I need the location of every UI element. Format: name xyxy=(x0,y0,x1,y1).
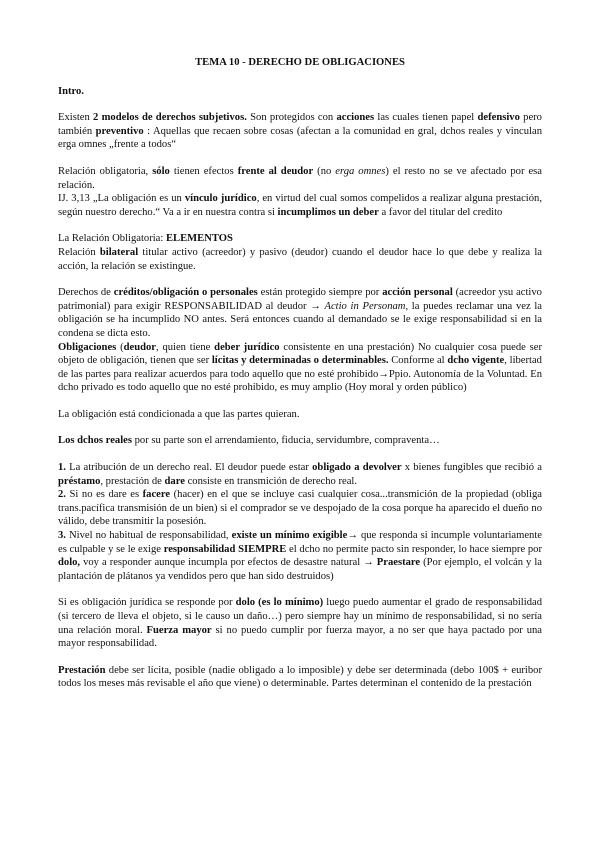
text-run: → que responda si incumple voluntariamente es culpable y se le exige xyxy=(58,530,542,555)
intro-section xyxy=(58,85,542,99)
paragraph-text xyxy=(58,408,542,422)
paragraph-text xyxy=(58,246,542,273)
bold-run: 2. xyxy=(58,489,66,501)
bold-run: dolo, xyxy=(58,557,81,569)
text-run: La atribución de un derecho real. El deudor puede estar xyxy=(65,462,313,474)
bold-run: acción personal xyxy=(382,287,453,299)
text-run: Existen xyxy=(58,112,94,124)
bold-run: préstamo xyxy=(58,475,101,487)
paragraph-prestacion xyxy=(58,664,542,691)
bold-run: bilateral xyxy=(99,246,139,258)
list-item-2 xyxy=(58,488,542,529)
paragraph-creditos xyxy=(58,286,542,395)
text-run: : Aquellas que recaen sobre cosas (afectan a la comunidad en gral, dchos reales y vinculan erga omnes „frente a todos“ xyxy=(58,125,542,151)
bold-run: Praestare xyxy=(376,557,421,569)
text-run: ) el resto no se ve afectado por esa relación. xyxy=(58,165,543,191)
document-title: TEMA 10 - DERECHO DE OBLIGACIONES xyxy=(195,57,405,68)
text-run: consiste en transmición de derecho real. xyxy=(184,475,358,487)
text-run: , en virtud del cual somos compelidos a realizar alguna prestación, según nuestro derecho.“ Va a ir en nuestra contra si xyxy=(58,193,542,218)
text-run: Si es obligación jurídica se responde por xyxy=(58,597,236,609)
text-run: Nivel no habitual de responsabilidad, xyxy=(65,530,232,542)
text-run: ( xyxy=(116,341,124,353)
bold-run: deudor xyxy=(123,341,156,353)
paragraph-modelos xyxy=(58,111,542,152)
paragraph-text xyxy=(58,165,542,192)
paragraph-text xyxy=(58,286,542,340)
text-run: a favor del titular del credito xyxy=(378,206,503,218)
bold-run: deber jurídico xyxy=(214,341,280,353)
bold-run: créditos/obligación o personales xyxy=(113,287,258,299)
text-run: tienen efectos xyxy=(169,165,238,177)
bold-run: Prestación xyxy=(58,664,106,676)
text-run: si no puedo cumplir por fuerza mayor, a no ser que haya pactado por una mayor responsabilidad. xyxy=(58,624,542,650)
paragraph-text xyxy=(58,596,542,650)
text-run: Derechos de xyxy=(58,287,114,299)
text-run: , libertad de las partes para realizar acuerdos para todo aquello que no esté prohibido→Ppio. Autonomía de la Voluntad. En dcho privado es todo aquello que no esté prohibido, es muy amplio (Hoy moral y orden público) xyxy=(58,355,542,394)
paragraph-dchos-reales xyxy=(58,434,542,448)
text-run: , quien tiene xyxy=(156,341,215,353)
paragraph-text xyxy=(58,434,542,448)
intro-heading: Intro. xyxy=(58,85,84,97)
text-run: Son protegidos con xyxy=(246,112,337,124)
text-run: Relación obligatoria, xyxy=(58,165,153,177)
text-run: Relación xyxy=(58,246,100,258)
text-run: IJ. 3,13 „La obligación es un xyxy=(58,193,185,205)
bold-run: Obligaciones xyxy=(58,341,117,353)
text-run: el dcho no permite pacto sin responder, lo hace siempre por xyxy=(286,543,542,555)
text-run: están protegido siempre por xyxy=(257,287,383,299)
text-run: (hacer) en el que se incluye casi cualquier cosa...transmición de la propiedad (obliga trans.pacífica transmisión de un bien) si el comprador se ve despojado de la cosa porque ha aparecido el dueño no válido, debe transmitir la posesión. xyxy=(58,489,542,528)
bold-run: 3. xyxy=(58,530,66,542)
text-run: La obligación está condicionada a que las partes quieran. xyxy=(58,408,300,420)
bold-run: sólo xyxy=(152,165,170,177)
bold-run: 1. xyxy=(58,462,66,474)
paragraph-text-obligaciones xyxy=(58,341,542,395)
bold-run: Fuerza mayor xyxy=(146,624,212,636)
text-run: luego puedo aumentar el grado de responsabilidad (si tercero de lleva el objeto, si le causo un daño…) pero siempre hay un mínimo de responsabilidad, si no sería una relación moral. xyxy=(58,597,542,636)
text-run: , la puedes reclamar una vez la obligación se ha incumplido NO antes. Será entonces cuando al demandado se le exige responsabilidad si en la condena se dicta esto. xyxy=(58,300,542,339)
bold-run: acciones xyxy=(336,112,375,124)
bold-run: facere xyxy=(142,489,171,501)
paragraph-text xyxy=(58,664,542,691)
text-run: La Relación Obligatoria: xyxy=(58,233,166,245)
document-page xyxy=(58,56,542,704)
bold-run: frente al deudor xyxy=(237,165,314,177)
paragraph-condicionada xyxy=(58,408,542,422)
text-run: voy a responder aunque incumpla por efectos de desastre natural → xyxy=(80,557,377,569)
italic-run: erga omnes xyxy=(335,165,386,177)
text-run: (acreedor ysu activo patrimonial) para exigir RESPONSABILIDAD al deudor → xyxy=(58,287,542,312)
text-run: debe ser lícita, posible (nadie obligado a lo imposible) y debe ser determinada (debo 100$ + euribor todos los meses más revisable el año que viene) o determinable. Partes determinan el contenido de la prestación xyxy=(58,664,542,690)
bold-run: ELEMENTOS xyxy=(165,233,233,245)
paragraph-dolo xyxy=(58,596,542,650)
text-run: (no xyxy=(313,165,336,177)
bold-run: preventivo xyxy=(95,125,144,137)
text-run: Si no es dare es xyxy=(65,489,143,501)
text-run: pero también xyxy=(58,112,542,137)
italic-run: Actio in Personam xyxy=(324,300,406,312)
bold-run: 2 modelos de derechos subjetivos. xyxy=(93,112,247,124)
text-run: , prestación de xyxy=(100,475,165,487)
list-item-3 xyxy=(58,529,542,583)
text-run: las cuales tienen papel xyxy=(374,112,478,124)
elementos-heading xyxy=(58,232,542,246)
bold-run: Los dchos reales xyxy=(58,435,132,447)
text-run: por su parte son el arrendamiento, fiducia, servidumbre, compraventa… xyxy=(131,435,440,447)
text-run: consistente en una prestación) No cualquier cosa puede ser objeto de obligación, tienen que ser xyxy=(58,341,543,367)
paragraph-text xyxy=(58,111,542,152)
paragraph-text-ij xyxy=(58,192,542,219)
paragraph-numerados xyxy=(58,461,542,583)
bold-run: incumplimos un deber xyxy=(277,206,379,218)
text-run: x bienes fungibles que recibió a xyxy=(401,462,542,474)
bold-run: vínculo jurídico xyxy=(184,193,257,205)
bold-run: dolo (es lo mínimo) xyxy=(235,597,324,609)
bold-run: obligado a devolver xyxy=(312,462,402,474)
bold-run: dcho vigente xyxy=(447,355,505,367)
bold-run: dare xyxy=(164,475,185,487)
text-run: Conforme al xyxy=(388,355,448,367)
bold-run: existe un mínimo exigible xyxy=(231,530,348,542)
bold-run: responsabilidad SIEMPRE xyxy=(163,543,287,555)
bold-run: defensivo xyxy=(477,112,520,124)
list-item-1 xyxy=(58,461,542,488)
paragraph-relacion-obligatoria xyxy=(58,165,542,219)
bold-run: lícitas y determinadas o determinables. xyxy=(211,355,389,367)
text-run: (Por ejemplo, el volcán y la plantación de plátanos ya vendidos pero que han sido destruidos) xyxy=(58,557,543,582)
paragraph-elementos xyxy=(58,232,542,273)
text-run: titular activo (acreedor) y pasivo (deudor) cuando el deudor hace lo que debe y realiza la acción, la relación se existingue. xyxy=(58,246,542,272)
